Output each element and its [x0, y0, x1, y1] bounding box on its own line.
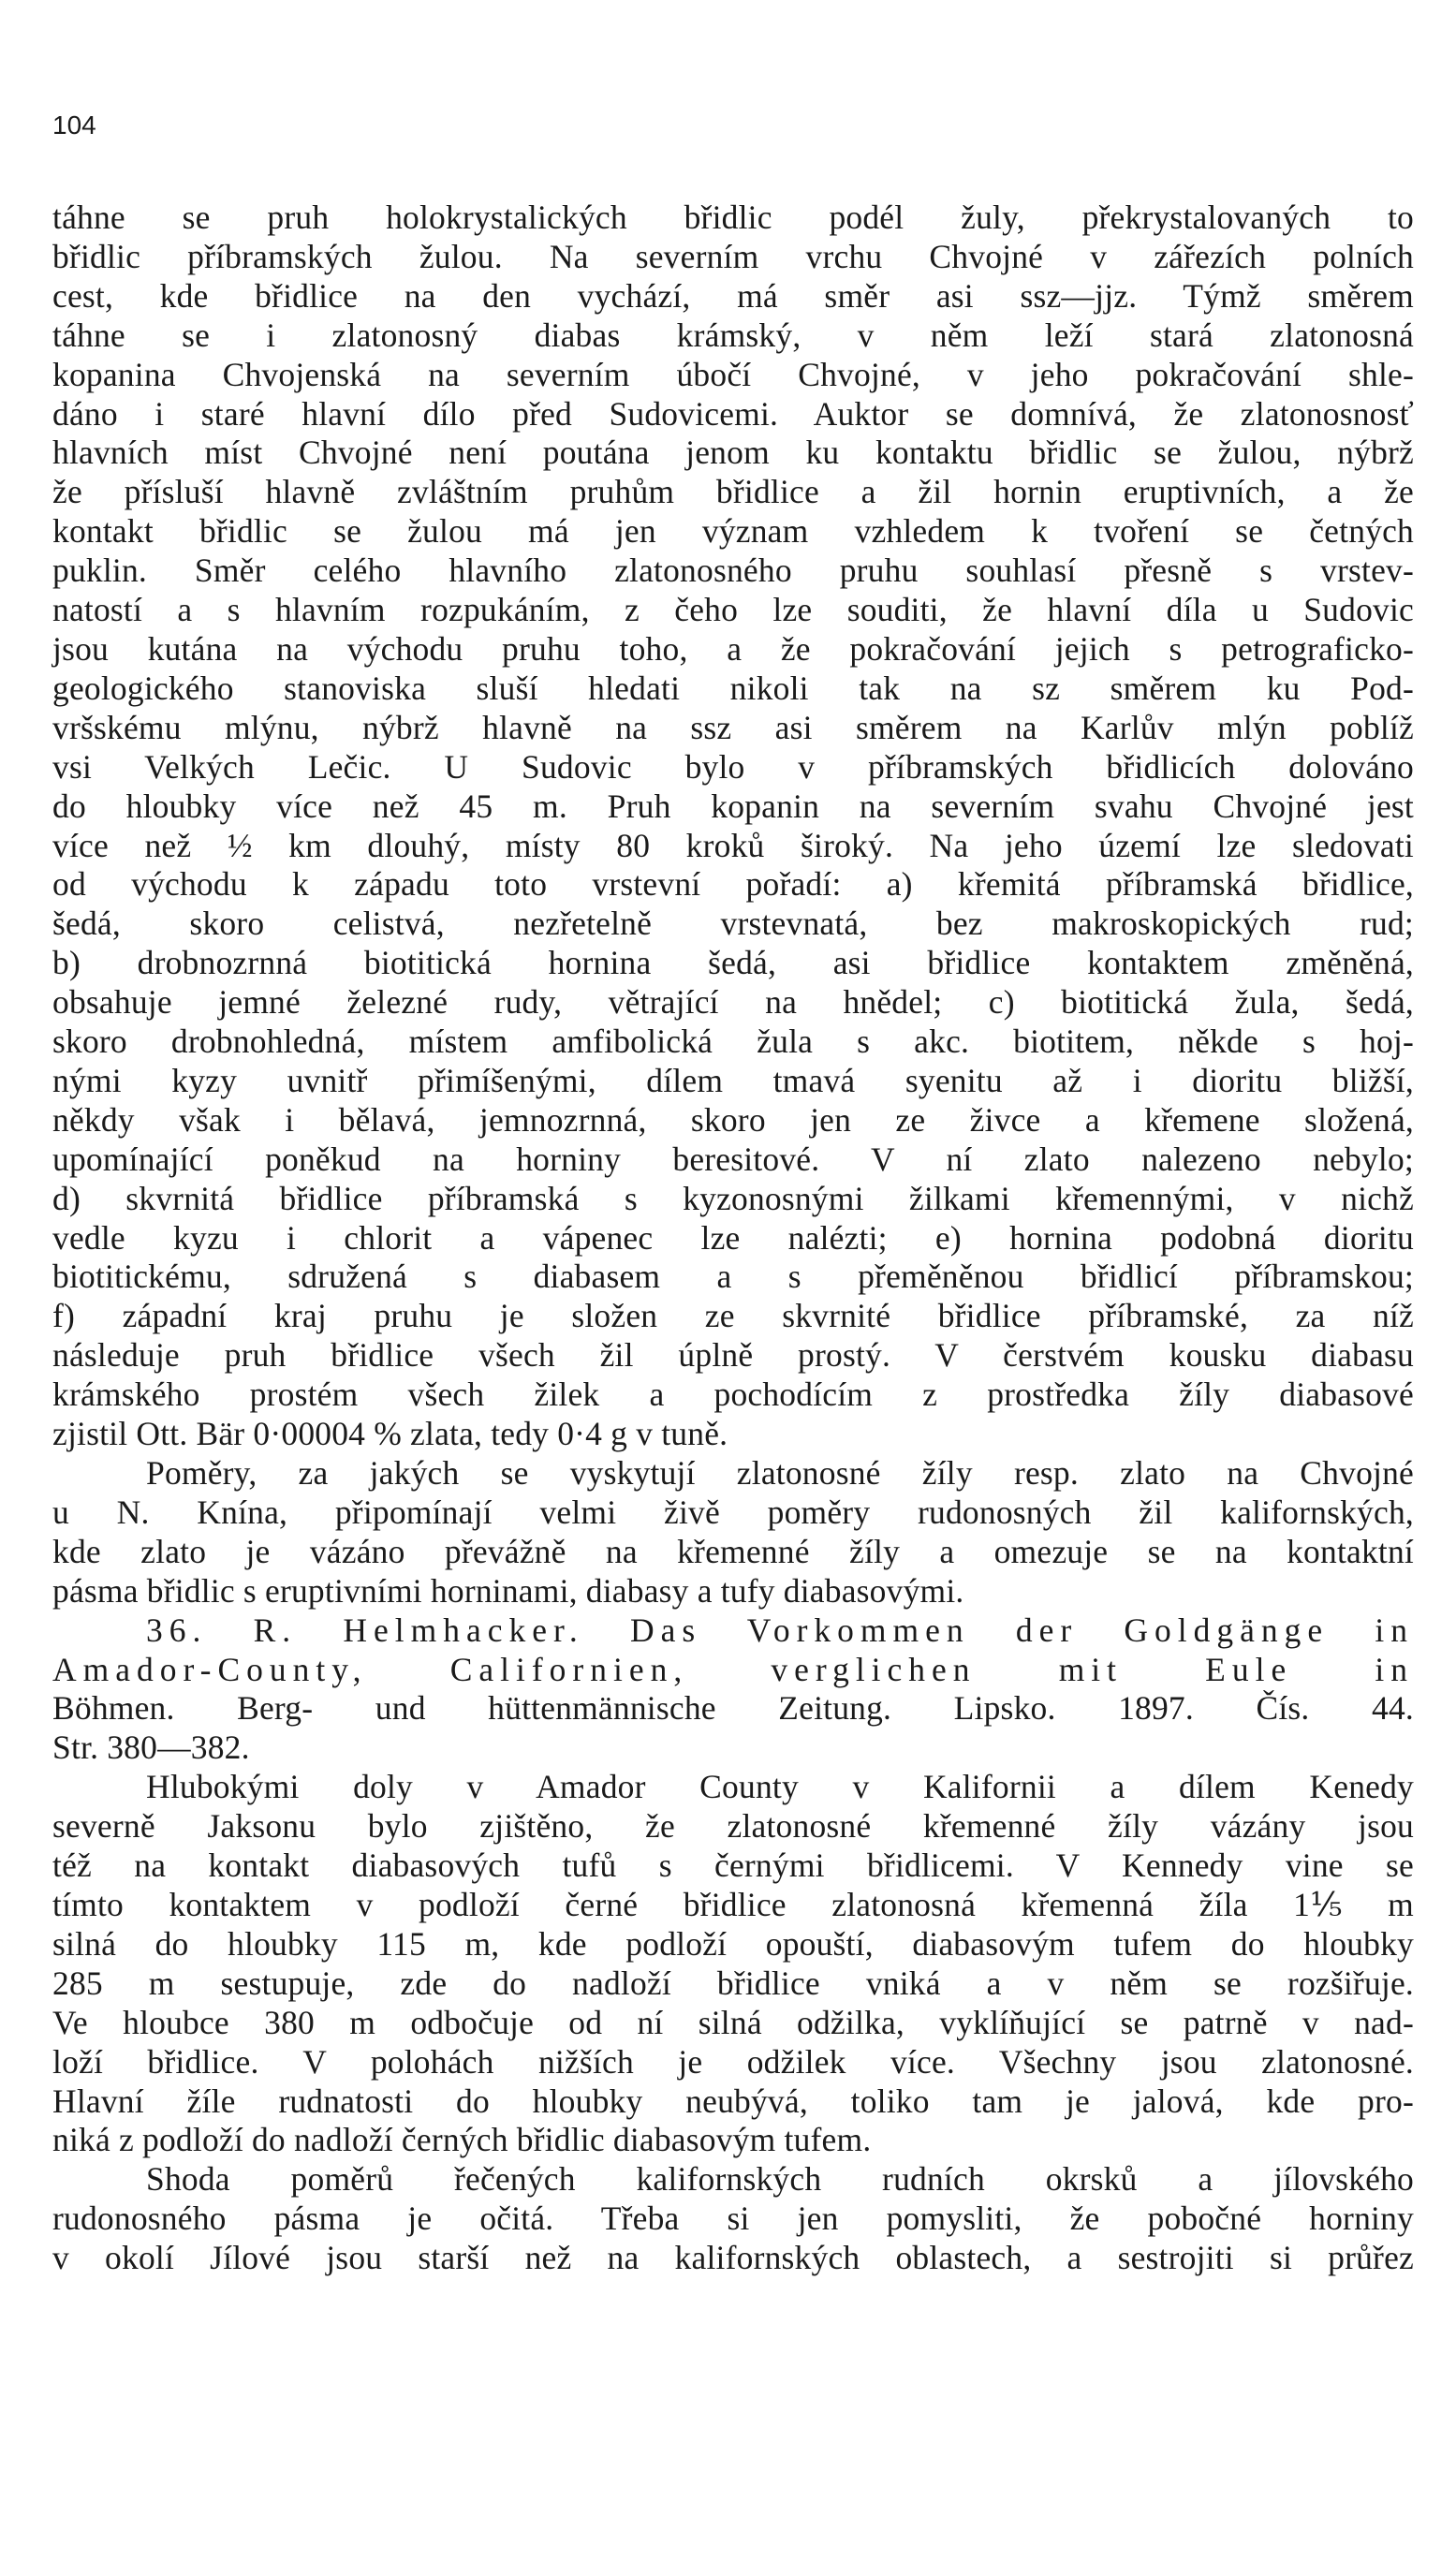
- text-line: vedle kyzu i chlorit a vápenec lze nalézti; e) hornina podobná dioritu: [52, 1218, 1414, 1257]
- page-number: 104: [52, 110, 96, 140]
- text-line: geologického stanoviska sluší hledati nikoli tak na sz směrem ku Pod-: [52, 669, 1414, 707]
- text-line: břidlic příbramských žulou. Na severním vrchu Chvojné v zářezích polních: [52, 237, 1414, 275]
- text-line: puklin. Směr celého hlavního zlatonosného pruhu souhlasí přesně s vrstev-: [52, 552, 1414, 590]
- text-line: upomínající poněkud na horniny beresitové. V ní zlato nalezeno nebylo;: [52, 1140, 1414, 1178]
- text-line: u N. Knína, připomínají velmi živě poměry rudonosných žil kalifornských,: [52, 1493, 1414, 1531]
- text-line: pásma břidlic s eruptivními horninami, diabasy a tufy diabasovými.: [52, 1571, 964, 1610]
- text-line: rudonosného pásma je očitá. Třeba si jen pomysliti, že pobočné horniny: [52, 2200, 1414, 2238]
- text-line: že přísluší hlavně zvláštním pruhům břidlice a žil hornin eruptivních, a že: [52, 473, 1414, 511]
- text-line: Shoda poměrů řečených kalifornských rudních okrsků a jílovského: [146, 2160, 1414, 2199]
- text-line: hlavních míst Chvojné není poutána jenom ku kontaktu břidlic se žulou, nýbrž: [52, 434, 1414, 472]
- text-line: krámského prostém všech žilek a pochodícím z prostředka žíly diabasové: [52, 1376, 1414, 1414]
- text-line: zjistil Ott. Bär 0·00004 % zlata, tedy 0·4 g v tuně.: [52, 1415, 728, 1453]
- text-line: od východu k západu toto vrstevní pořadí: a) křemitá příbramská břidlice,: [52, 865, 1414, 904]
- text-line: táhne se pruh holokrystalických břidlic podél žuly, překrystalovaných to: [52, 199, 1414, 236]
- text-line: Ve hloubce 380 m odbočuje od ní silná odžilka, vyklíňující se patrně v nad-: [52, 2003, 1414, 2041]
- text-line: kontakt břidlic se žulou má jen význam vzhledem k tvoření se četných: [52, 512, 1414, 551]
- text-line: do hloubky více než 45 m. Pruh kopanin na severním svahu Chvojné jest: [52, 787, 1414, 825]
- text-line: cest, kde břidlice na den vychází, má směr asi ssz—jjz. Týmž směrem: [52, 276, 1414, 315]
- text-line: skoro drobnohledná, místem amfibolická žula s akc. biotitem, někde s hoj-: [52, 1023, 1414, 1061]
- text-line: niká z podloží do nadloží černých břidlic diabasovým tufem.: [52, 2121, 872, 2159]
- text-line: d) skvrnitá břidlice příbramská s kyzonosnými žilkami křemennými, v nichž: [52, 1179, 1414, 1217]
- text-line: natostí a s hlavním rozpukáním, z čeho lze souditi, že hlavní díla u Sudovic: [52, 591, 1414, 629]
- text-line: vsi Velkých Lečic. U Sudovic bylo v příbramských břidlicích dolováno: [52, 747, 1414, 786]
- text-line: Poměry, za jakých se vyskytují zlatonosné žíly resp. zlato na Chvojné: [146, 1454, 1414, 1492]
- text-line: 36. R. Helmhacker. Das Vorkommen der Goldgänge in: [146, 1611, 1414, 1649]
- text-line: f) západní kraj pruhu je složen ze skvrnité břidlice příbramské, za níž: [52, 1297, 1414, 1335]
- text-line: někdy však i bělavá, jemnozrnná, skoro jen ze živce a křemene složená,: [52, 1100, 1414, 1139]
- text-line: kde zlato je vázáno převážně na křemenné žíly a omezuje se na kontaktní: [52, 1532, 1414, 1570]
- text-line: loží břidlice. V polohách nižších je odžilek více. Všechny jsou zlatonosné.: [52, 2042, 1414, 2081]
- text-line: tímto kontaktem v podloží černé břidlice zlatonosná křemenná žíla 1⅕ m: [52, 1885, 1414, 1923]
- text-line: b) drobnozrnná biotitická hornina šedá, asi břidlice kontaktem změněná,: [52, 944, 1414, 982]
- text-line: severně Jaksonu bylo zjištěno, že zlatonosné křemenné žíly vázány jsou: [52, 1807, 1414, 1846]
- text-line: vršskému mlýnu, nýbrž hlavně na ssz asi směrem na Karlův mlýn poblíž: [52, 708, 1414, 746]
- text-line: Böhmen. Berg- und hüttenmännische Zeitung. Lipsko. 1897. Čís. 44.: [52, 1689, 1414, 1728]
- text-line: 285 m sestupuje, zde do nadloží břidlice vniká a v něm se rozšiřuje.: [52, 1964, 1414, 2002]
- text-line: biotitickému, sdružená s diabasem a s přeměněnou břidlicí příbramskou;: [52, 1258, 1414, 1296]
- text-line: též na kontakt diabasových tufů s černými břidlicemi. V Kennedy vine se: [52, 1846, 1414, 1885]
- text-line: Amador-County, Californien, verglichen mit Eule in: [52, 1650, 1414, 1688]
- text-line: Str. 380—382.: [52, 1729, 250, 1767]
- text-line: následuje pruh břidlice všech žil úplně prostý. V čerstvém kousku diabasu: [52, 1336, 1414, 1375]
- text-line: kopanina Chvojenská na severním úbočí Chvojné, v jeho pokračování shle-: [52, 355, 1414, 393]
- text-line: táhne se i zlatonosný diabas krámský, v něm leží stará zlatonosná: [52, 316, 1414, 354]
- text-line: Hlubokými doly v Amador County v Kalifornii a dílem Kenedy: [146, 1768, 1414, 1806]
- text-line: šedá, skoro celistvá, nezřetelně vrstevnatá, bez makroskopických rud;: [52, 905, 1414, 943]
- text-line: Hlavní žíle rudnatosti do hloubky neubývá, toliko tam je jalová, kde pro-: [52, 2082, 1414, 2120]
- text-line: dáno i staré hlavní dílo před Sudovicemi. Auktor se domnívá, že zlatonosnosť: [52, 394, 1414, 433]
- text-line: více než ½ km dlouhý, místy 80 kroků široký. Na jeho území lze sledovati: [52, 826, 1414, 864]
- text-line: silná do hloubky 115 m, kde podloží opouští, diabasovým tufem do hloubky: [52, 1924, 1414, 1963]
- text-line: nými kyzy uvnitř přimíšenými, dílem tmavá syenitu až i dioritu bližší,: [52, 1061, 1414, 1099]
- text-line: obsahuje jemné železné rudy, větrající na hnědel; c) biotitická žula, šedá,: [52, 983, 1414, 1022]
- text-line: v okolí Jílové jsou starší než na kalifornských oblastech, a sestrojiti si průřez: [52, 2239, 1414, 2277]
- body-text: [52, 199, 1414, 2278]
- text-line: jsou kutána na východu pruhu toho, a že pokračování jejich s petrograficko-: [52, 629, 1414, 668]
